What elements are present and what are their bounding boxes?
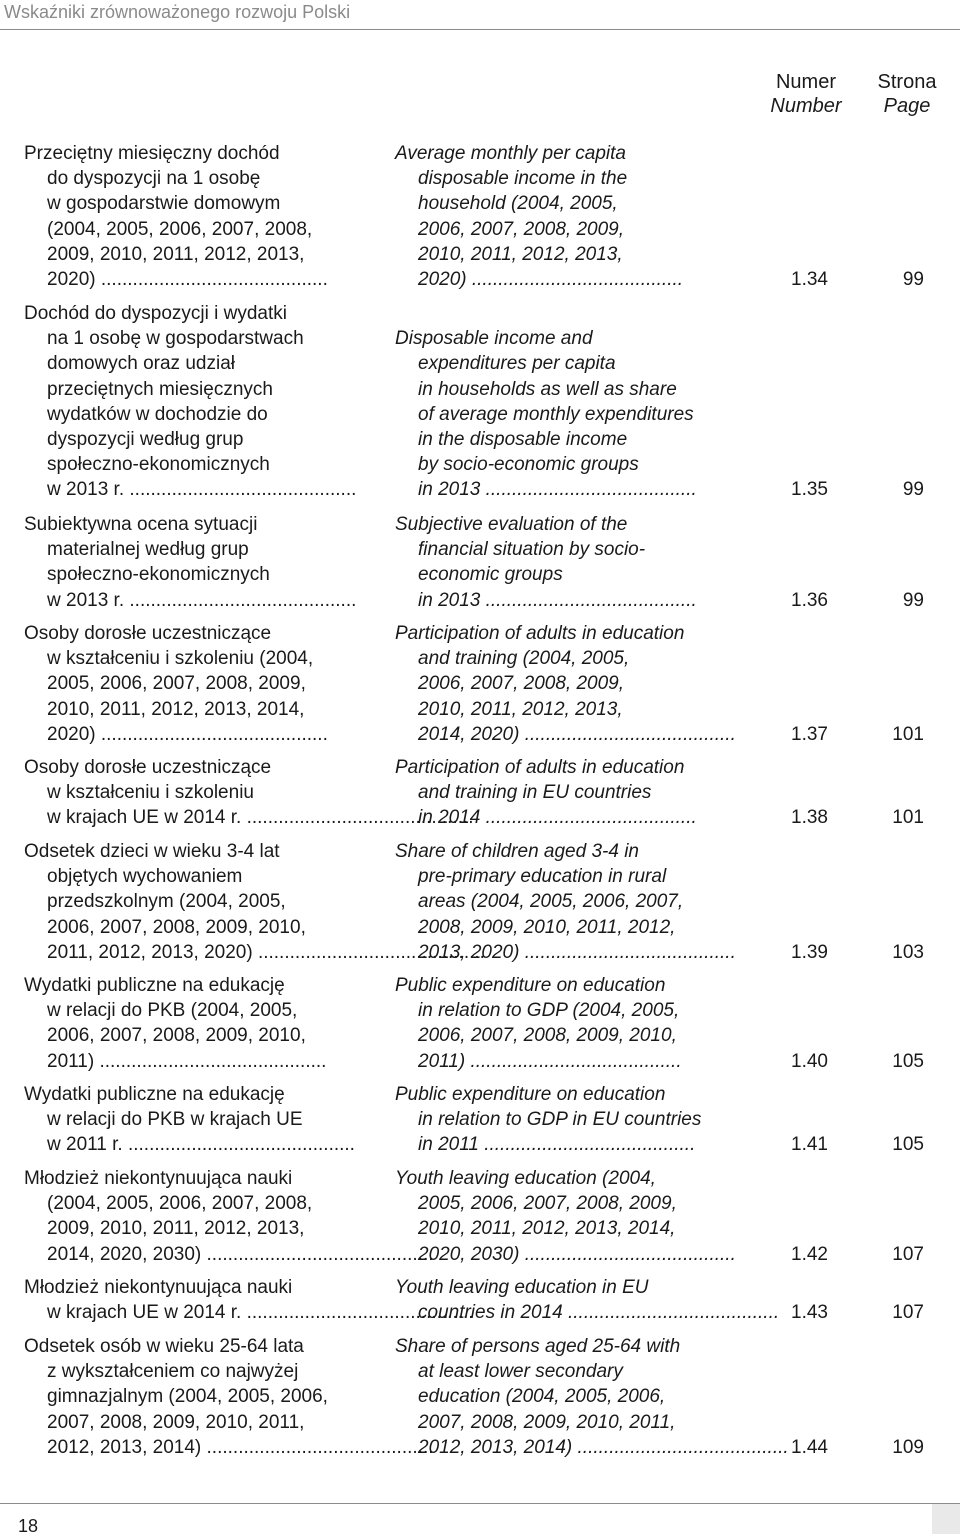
title-en-line: by socio-economic groups: [418, 454, 639, 476]
entry-title-pl: [24, 755, 474, 831]
title-pl-line: domowych oraz udział: [47, 353, 235, 375]
entry-title-pl: [24, 301, 369, 503]
title-en-line: and training (2004, 2005,: [418, 648, 630, 670]
title-en-line: in 2013 ........................................: [418, 589, 697, 611]
title-pl-line: przedszkolnym (2004, 2005,: [47, 891, 286, 913]
title-pl-line: 2006, 2007, 2008, 2009, 2010,: [47, 1025, 306, 1047]
title-en-line: 2012, 2013, 2014) ........................................: [418, 1436, 789, 1458]
title-pl-line: w gospodarstwie domowym: [47, 193, 281, 215]
title-en-line: 2013, 2020) ........................................: [418, 941, 736, 963]
entry-page[interactable]: 103: [892, 941, 924, 963]
title-pl-line: Przeciętny miesięczny dochód: [24, 143, 280, 164]
running-head: Wskaźniki zrównoważonego rozwoju Polski: [0, 0, 960, 30]
entry-page[interactable]: 101: [892, 807, 924, 829]
title-en-line: Public expenditure on education: [395, 1084, 666, 1105]
title-en-line: household (2004, 2005,: [418, 193, 618, 215]
entry-title-pl: [24, 1334, 434, 1460]
title-pl-line: Osoby dorosłe uczestniczące: [24, 623, 272, 644]
entry-number: 1.44: [791, 1436, 828, 1458]
title-en-line: Disposable income and: [395, 328, 593, 350]
title-pl-line: w krajach UE w 2014 r. ...........................................: [47, 1302, 474, 1324]
title-pl-line: 2020) ...........................................: [47, 268, 328, 290]
title-pl-line: 2009, 2010, 2011, 2012, 2013,: [47, 1218, 305, 1240]
title-en-line: 2006, 2007, 2008, 2009, 2010,: [418, 1025, 677, 1047]
title-pl-line: 2005, 2006, 2007, 2008, 2009,: [47, 673, 306, 695]
title-en-line: 2010, 2011, 2012, 2013,: [418, 698, 623, 720]
title-en-line: expenditures per capita: [418, 353, 616, 375]
entry-number: 1.37: [791, 723, 828, 745]
title-pl-line: w kształceniu i szkoleniu: [47, 782, 254, 804]
title-en-line: in relation to GDP in EU countries: [418, 1109, 702, 1131]
title-pl-line: 2007, 2008, 2009, 2010, 2011,: [47, 1411, 305, 1433]
title-en-line: 2006, 2007, 2008, 2009,: [418, 218, 625, 240]
title-en-line: 2010, 2011, 2012, 2013, 2014,: [418, 1218, 676, 1240]
entry-page[interactable]: 107: [892, 1302, 924, 1324]
entry-title-pl: [24, 1166, 434, 1267]
title-en-line: 2008, 2009, 2010, 2011, 2012,: [418, 916, 676, 938]
title-pl-line: 2010, 2011, 2012, 2013, 2014,: [47, 698, 305, 720]
title-pl-line: Subiektywna ocena sytuacji: [24, 514, 258, 535]
entry-title-pl: [24, 141, 369, 292]
title-en-line: Participation of adults in education: [395, 757, 685, 778]
title-pl-line: 2011, 2012, 2013, 2020) ...........................................: [47, 941, 485, 963]
title-en-line: and training in EU countries: [418, 782, 652, 804]
title-pl-line: Osoby dorosłe uczestniczące: [24, 757, 272, 778]
title-en-line: Participation of adults in education: [395, 623, 685, 644]
title-pl-line: Młodzież niekontynuująca nauki: [24, 1168, 293, 1189]
title-pl-line: 2006, 2007, 2008, 2009, 2010,: [47, 916, 306, 938]
title-pl-line: gimnazjalnym (2004, 2005, 2006,: [47, 1386, 328, 1408]
page-corner-decoration: [932, 1504, 960, 1534]
title-pl-line: 2020) ...........................................: [47, 723, 328, 745]
title-pl-line: w krajach UE w 2014 r. ...........................................: [47, 807, 474, 829]
title-en-line: 2011) ........................................: [418, 1050, 682, 1072]
title-en-line: 2010, 2011, 2012, 2013,: [418, 243, 623, 265]
title-en-line: financial situation by socio-: [418, 539, 646, 561]
entry-title-en: [395, 621, 740, 747]
title-pl-line: 2012, 2013, 2014) ...........................................: [47, 1436, 434, 1458]
entry-title-pl: [24, 839, 485, 965]
title-en-line: 2007, 2008, 2009, 2010, 2011,: [418, 1411, 676, 1433]
title-pl-line: 2009, 2010, 2011, 2012, 2013,: [47, 243, 305, 265]
title-pl-line: na 1 osobę w gospodarstwach: [47, 328, 304, 350]
entry-title-en: [395, 512, 740, 613]
entry-page[interactable]: 109: [892, 1436, 924, 1458]
title-pl-line: materialnej według grup: [47, 539, 249, 561]
header-page-pl: Strona: [877, 71, 937, 93]
entry-title-pl: [24, 1082, 369, 1158]
entry-title-en: [395, 839, 740, 965]
title-pl-line: Dochód do dyspozycji i wydatki: [24, 303, 287, 324]
title-en-line: 2020, 2030) ........................................: [418, 1243, 736, 1265]
entry-title-pl: [24, 621, 369, 747]
title-pl-line: Wydatki publiczne na edukację: [24, 1084, 285, 1105]
entry-number: 1.35: [791, 479, 828, 501]
title-en-line: at least lower secondary: [418, 1361, 623, 1383]
entry-number: 1.42: [791, 1243, 828, 1265]
entry-page[interactable]: 99: [902, 589, 924, 611]
header-number-pl: Numer: [775, 71, 836, 93]
title-pl-line: Wydatki publiczne na edukację: [24, 975, 285, 996]
title-en-line: Average monthly per capita: [395, 143, 626, 164]
title-en-line: areas (2004, 2005, 2006, 2007,: [418, 891, 684, 913]
title-en-line: in 2014 ........................................: [418, 807, 697, 829]
title-pl-line: społeczno-ekonomicznych: [47, 454, 270, 476]
title-en-line: in the disposable income: [418, 428, 628, 450]
title-en-line: disposable income in the: [418, 168, 628, 190]
title-pl-line: 2014, 2020, 2030) ...........................................: [47, 1243, 434, 1265]
entry-number: 1.43: [791, 1302, 828, 1324]
title-pl-line: z wykształceniem co najwyżej: [47, 1361, 299, 1383]
entry-number: 1.41: [791, 1134, 828, 1156]
title-pl-line: Młodzież niekontynuująca nauki: [24, 1277, 293, 1298]
entry-title-en: [395, 1082, 740, 1158]
title-pl-line: wydatków w dochodzie do: [47, 403, 268, 425]
entry-page[interactable]: 105: [892, 1134, 924, 1156]
title-pl-line: w kształceniu i szkoleniu (2004,: [47, 648, 314, 670]
title-pl-line: w relacji do PKB w krajach UE: [47, 1109, 303, 1131]
title-pl-line: w relacji do PKB (2004, 2005,: [47, 1000, 298, 1022]
title-en-line: Share of persons aged 25-64 with: [395, 1336, 681, 1357]
title-pl-line: społeczno-ekonomicznych: [47, 564, 270, 586]
entry-title-pl: [24, 1275, 474, 1325]
title-pl-line: do dyspozycji na 1 osobę: [47, 168, 261, 190]
title-en-line: 2005, 2006, 2007, 2008, 2009,: [418, 1193, 677, 1215]
title-en-line: in 2013 ........................................: [418, 479, 697, 501]
entry-page[interactable]: 101: [892, 723, 924, 745]
header-page-en: Page: [883, 95, 931, 117]
title-en-line: 2006, 2007, 2008, 2009,: [418, 673, 625, 695]
title-en-line: pre-primary education in rural: [418, 866, 667, 888]
title-en-line: Subjective evaluation of the: [395, 514, 628, 535]
entry-title-en: [395, 1275, 780, 1325]
column-header-page: [862, 70, 952, 118]
title-en-line: Share of children aged 3-4 in: [395, 841, 639, 862]
title-pl-line: Odsetek dzieci w wieku 3-4 lat: [24, 841, 280, 862]
title-pl-line: 2011) ...........................................: [47, 1050, 327, 1072]
title-en-line: Youth leaving education (2004,: [395, 1168, 656, 1189]
title-en-line: education (2004, 2005, 2006,: [418, 1386, 666, 1408]
title-pl-line: w 2011 r. ...........................................: [47, 1134, 355, 1156]
title-pl-line: przeciętnych miesięcznych: [47, 378, 273, 400]
title-pl-line: (2004, 2005, 2006, 2007, 2008,: [47, 218, 313, 240]
page-number: 18: [18, 1516, 39, 1536]
entry-number: 1.34: [791, 269, 828, 290]
title-en-line: Public expenditure on education: [395, 975, 666, 996]
title-en-line: countries in 2014 ........................................: [418, 1302, 780, 1324]
entry-title-pl: [24, 512, 369, 613]
entry-number: 1.38: [791, 807, 828, 829]
title-en-line: Youth leaving education in EU: [395, 1277, 649, 1298]
title-en-line: in 2011 ........................................: [418, 1134, 696, 1156]
entry-number: 1.39: [791, 941, 828, 963]
entry-number: 1.36: [791, 589, 828, 611]
title-en-line: in relation to GDP (2004, 2005,: [418, 1000, 680, 1022]
title-en-line: 2014, 2020) ........................................: [418, 723, 736, 745]
footer-rule: [0, 1503, 960, 1504]
header-number-en: Number: [770, 95, 842, 117]
entry-page[interactable]: 99: [902, 269, 924, 290]
title-pl-line: w 2013 r. ...........................................: [47, 479, 357, 501]
entry-title-en: [395, 1166, 740, 1267]
entry-title-en: [395, 141, 740, 292]
title-en-line: in households as well as share: [418, 378, 677, 400]
title-en-line: 2020) ........................................: [418, 268, 684, 290]
entry-title-en: [395, 973, 740, 1074]
title-en-line: economic groups: [418, 564, 563, 586]
entry-title-pl: [24, 973, 369, 1074]
entry-number: 1.40: [791, 1050, 828, 1072]
title-pl-line: objętych wychowaniem: [47, 866, 243, 888]
entry-page[interactable]: 107: [892, 1243, 924, 1265]
title-pl-line: Odsetek osób w wieku 25-64 lata: [24, 1336, 304, 1357]
entry-page[interactable]: 99: [902, 479, 924, 501]
column-header-number: [758, 70, 854, 118]
entry-title-en: [395, 326, 740, 502]
entry-title-en: [395, 1334, 789, 1460]
title-en-line: of average monthly expenditures: [418, 403, 694, 425]
title-pl-line: dyspozycji według grup: [47, 428, 244, 450]
entry-page[interactable]: 105: [892, 1050, 924, 1072]
entry-title-en: [395, 755, 740, 831]
title-pl-line: (2004, 2005, 2006, 2007, 2008,: [47, 1193, 313, 1215]
title-pl-line: w 2013 r. ...........................................: [47, 589, 357, 611]
